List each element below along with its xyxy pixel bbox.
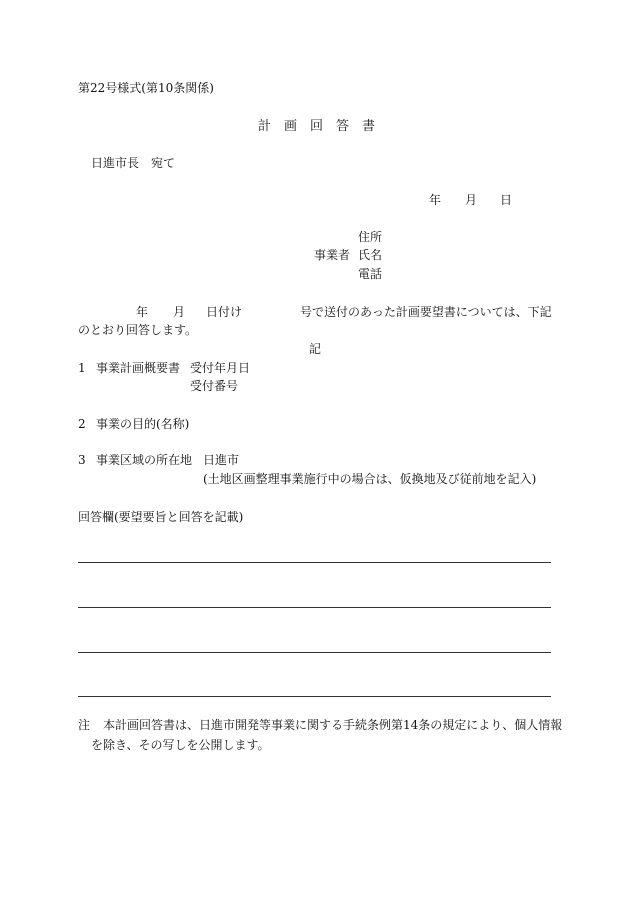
- item2-number: 2: [78, 417, 86, 431]
- business-address-label: 住所: [358, 230, 383, 244]
- item3-value: 日進市: [203, 453, 240, 467]
- body-month: 月: [173, 305, 186, 319]
- item2-label: 事業の目的(名称): [96, 417, 190, 431]
- item1-sub2: 受付番号: [190, 379, 239, 393]
- item3-label: 事業区域の所在地: [96, 453, 193, 467]
- item1-label: 事業計画概要書: [96, 361, 181, 375]
- addressee: 日進市長 宛て: [91, 156, 176, 170]
- business-phone-label: 電話: [358, 267, 383, 281]
- footnote-line2: を除き、その写しを公開します。: [91, 738, 270, 752]
- answer-line-4[interactable]: [78, 696, 551, 697]
- date-year: 年: [429, 193, 442, 207]
- form-number: 第22号様式(第10条関係): [78, 81, 214, 95]
- item1-number: 1: [78, 361, 86, 375]
- answer-line-1[interactable]: [78, 562, 551, 563]
- answer-line-2[interactable]: [78, 607, 551, 608]
- answer-line-3[interactable]: [78, 652, 551, 653]
- body-year: 年: [136, 305, 149, 319]
- footnote-line1: 本計画回答書は、日進市開発等事業に関する手続条例第14条の規定により、個人情報: [103, 718, 563, 732]
- item3-number: 3: [78, 453, 86, 467]
- business-name-label: 氏名: [358, 248, 383, 262]
- answer-field-label: 回答欄(要望要旨と回答を記載): [78, 510, 244, 524]
- document-title: 計 画 回 答 書: [258, 119, 376, 134]
- body-text-line1: 号で送付のあった計画要望書については、下記: [300, 305, 552, 319]
- footnote-prefix: 注: [78, 718, 91, 732]
- date-day: 日: [500, 193, 513, 207]
- item1-sub1: 受付年月日: [190, 361, 251, 375]
- item3-note: (土地区画整理事業施行中の場合は、仮換地及び従前地を記入): [203, 472, 537, 486]
- ki-label: 記: [309, 342, 322, 356]
- date-month: 月: [465, 193, 478, 207]
- body-dated: 日付け: [206, 305, 243, 319]
- business-label: 事業者: [314, 248, 351, 262]
- body-text-line2: のとおり回答します。: [78, 323, 198, 337]
